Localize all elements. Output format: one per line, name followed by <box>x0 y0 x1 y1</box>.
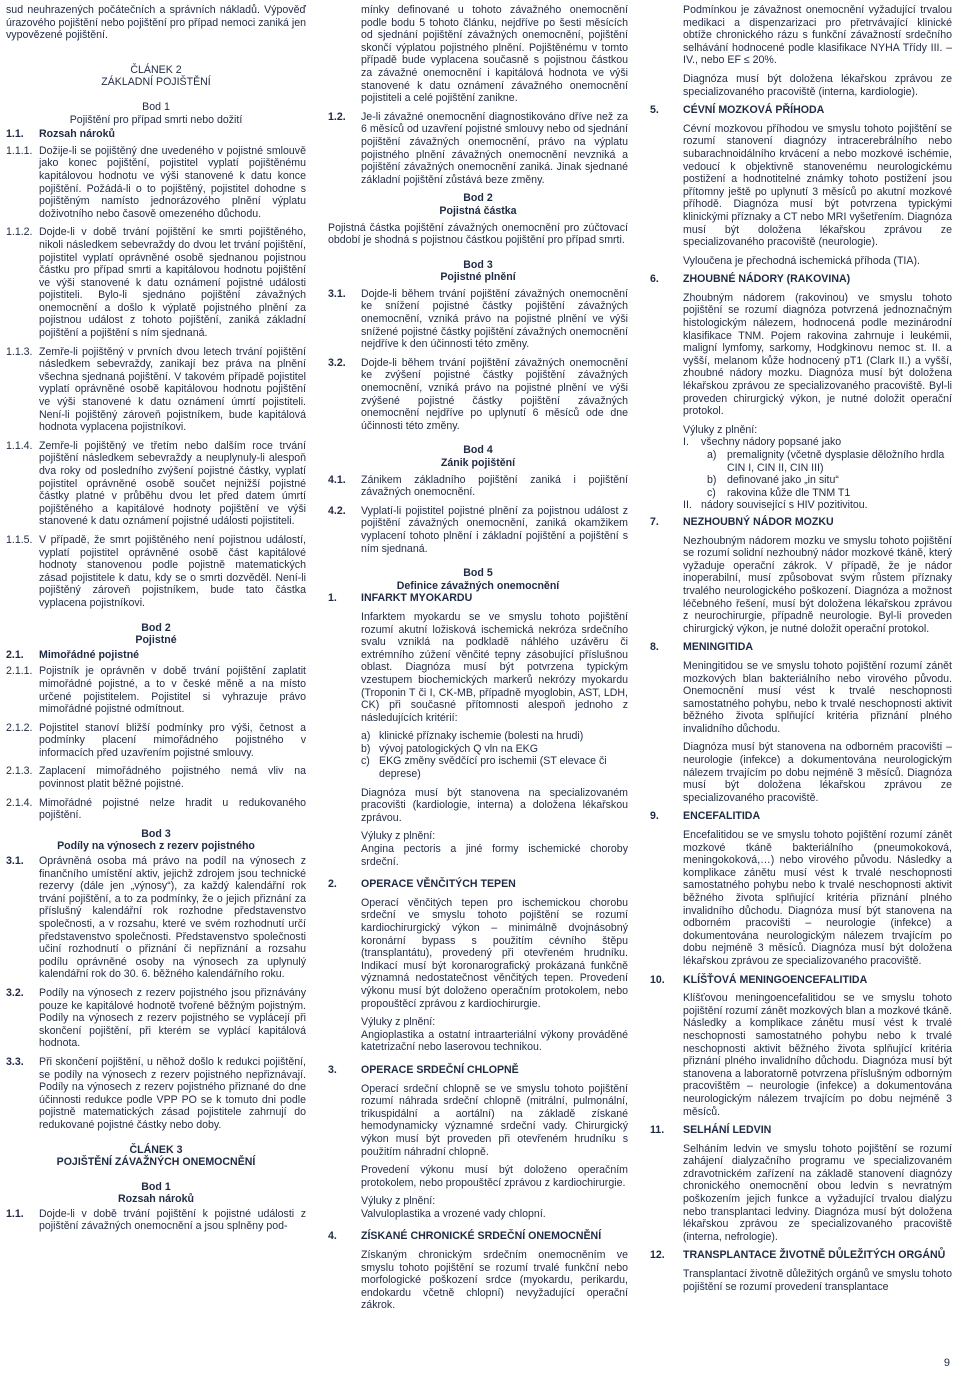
clause-text: Pojistník je oprávněn v době trvání pojištění zaplatit mimořádné pojistné, a to v české měně a na místo určené pojistitelem. Pojistitel si vyhrazuje právo mimořádné pojistné odmítnout. <box>39 665 306 716</box>
disease-7-heading <box>650 516 952 529</box>
disease-10-body <box>650 992 952 1118</box>
clause-text: Zánikem základního pojištění zaniká i pojištění závažných onemocnění. <box>361 473 628 499</box>
exclusions-text: Angina pectoris a jiné formy ischemické choroby srdeční. <box>361 843 628 868</box>
disease-4-heading <box>328 1230 628 1243</box>
disease-number: 8. <box>650 641 659 654</box>
disease-number: 12. <box>650 1249 665 1262</box>
disease-title: MENINGITIDA <box>683 641 754 654</box>
disease-7-body <box>650 535 952 636</box>
clause-text: Dojde-li v době trvání pojištění ke smrti pojištěného, nikoli následkem sebevraždy do dvou let trvání pojištění, pojistitel vyplatí oprávněné osobě sjednanou pojistnou částku pro případ smrti a kapitálovou hodnotu pojištění ve výši stanovené k datu oznámení pojistné události pojistiteli. Bylo-li sjednáno pojištění závažných onemocnění a došlo k výplatě pojistného plnění za pojistnou událost z tohoto pojištění, zaniká základní pojištění a pojištění s ním sjednaná. <box>39 226 306 340</box>
disease-text-2: Diagnóza musí být doložena lékařskou zprávou ze specializovaného pracoviště (interna, kardiologie). <box>683 72 952 98</box>
disease-text: Nezhoubným nádorem mozku ve smyslu tohoto pojištění se rozumí solidní nezhoubný nádor mozkové tkáně, který vyžaduje operační zákrok. V případě, že je nádor inoperabilní, musí způsobovat svým růstem příznaky trvalého neurologického poškození. Diagnóza a možnost léčebného řešení, musí být doložena lékařskou zprávou z neurochirurgie, případně neurologie. Byl-li proveden chirurgický výkon, je nutné doložit operační protokol. <box>683 534 952 635</box>
clause-1-2 <box>328 111 628 187</box>
disease-title: OPERACE VĚNČITÝCH TEPEN <box>361 878 516 891</box>
disease-text: Operací věnčitých tepen pro ischemickou chorobu srdeční ve smyslu tohoto pojištění se rozumí kardiochirurgický výkon – minimálně dvojnásobný koronární bypass s použitím cévního štěpu (transplantátu), provedený při otevřeném hrudníku. Indikací musí být koronarografický prokázaná funkčně významná nedostatečnost věnčitých tepen. Provedení výkonu musí být doloženo operačním protokolem, nebo propouštěcí zprávou z kardiochirurgie. <box>361 896 628 1010</box>
exclusion-i-c <box>683 487 952 500</box>
disease-number: 1. <box>328 592 337 605</box>
disease-text: Selháním ledvin ve smyslu tohoto pojištění se rozumí zahájení dialyzačního programu ve specializovaném zdravotnickém zařízení na základě stanovení diagnózy chronického onemocnění obou ledvin s nevratným poškozením jejich funkce a vyžadující trvalou dialýzu nebo transplantaci ledviny. Diagnóza musí být doložena lékařskou zprávou ze specializovaného pracoviště (interna, nefrologie). <box>683 1142 952 1243</box>
disease-title: NEZHOUBNÝ NÁDOR MOZKU <box>683 515 834 528</box>
clause-3-1 <box>6 855 306 981</box>
exclusion-marker: II. <box>683 499 692 512</box>
clause-4-2 <box>328 505 628 555</box>
clause-text: Zemře-li pojištěný v prvních dvou letech trvání pojištění následkem sebevraždy, zanikají bez práva na plnění všechna sjednaná pojištění. V takovém případě pojistitel vyplatí oprávněné osobě kapitálovou hodnotu pojištění ve výši stanovené k datu oznámení úmrtí pojistiteli. Není-li pojištěný zároveň pojistníkem, bude kapitálová hodnota vyplacena pojistníkovi. <box>39 345 306 434</box>
bod-3-subtitle: Pojistné plnění <box>440 271 516 284</box>
clause-number: 1.1.5. <box>6 533 33 546</box>
bod-3-title: Bod 3 <box>463 258 493 271</box>
clause-text: Vyplatí-li pojistitel pojistné plnění za pojistnou událost z pojištění závažných onemocnění, zaniká okamžikem vyplacení tohoto plnění i základní pojištění a pojištění s ním sjednaná. <box>361 504 628 555</box>
exclusion-i <box>683 436 952 449</box>
disease-5-heading <box>650 104 952 117</box>
criterion-text: EKG změny svědčící pro ischemii (ST elevace či deprese) <box>379 755 607 781</box>
criterion-a <box>361 730 628 743</box>
disease-number: 11. <box>650 1124 665 1137</box>
exclusions-label: Výluky z plnění: <box>683 423 758 436</box>
clause-1-1-3 <box>6 346 306 434</box>
exclusions-label: Výluky z plnění: <box>361 830 436 843</box>
disease-1-heading <box>328 592 628 605</box>
disease-11-body <box>650 1143 952 1244</box>
clause-text: Zaplacení mimořádného pojistného nemá vliv na povinnost platit běžné pojistné. <box>39 765 306 791</box>
exclusions-text: Vyloučena je přechodná ischemická příhoda (TIA). <box>683 254 920 267</box>
clause-number: 3.1. <box>328 287 346 300</box>
disease-number: 5. <box>650 104 659 117</box>
clause-number: 3.3. <box>6 1055 24 1068</box>
exclusion-text: premalignity (včetně dysplasie děložního hrdla CIN I, CIN II, CIN III) <box>727 449 945 474</box>
exclusion-i-b <box>683 474 952 487</box>
clause-text: Dojde-li v době trvání pojištění k pojistné události z pojištění závažných onemocnění a jsou splněny pod- <box>39 1207 306 1233</box>
clause-number: 1.1. <box>6 1207 24 1220</box>
continuation-text: mínky definované u tohoto závažného onemocnění podle bodu 5 tohoto článku, nejdříve po šesti měsících od sjednání pojištění závažných onemocnění, pojištění skončí výplatou pojistného plnění. Pojištěnému v tomto případě bude vyplacena současně s pojistnou částkou za závažné onemocnění i kapitálová hodnota ve výši stanovené k datu oznámení závažného onemocnění pojistiteli a celé pojištění zanikne. <box>361 4 628 105</box>
disease-number: 6. <box>650 273 659 286</box>
disease-6-body <box>650 292 952 512</box>
disease-number: 3. <box>328 1063 337 1076</box>
clause-number: 1.2. <box>328 110 346 123</box>
clause-text: Dojde-li během trvání pojištění závažných onemocnění ke zvýšení pojistné částky pojištění závažných onemocnění, vzniká právo na pojistné plnění ve výši zvýšené pojistné částky pojištění závažných onemocnění nejdříve po uplynutí 6 měsíců ode dne účinnosti této změny. <box>361 356 628 432</box>
clause-number: 1.1.1. <box>6 144 33 157</box>
article-3-title: ČLÁNEK 3 <box>129 1143 183 1156</box>
article-3-bod-1-title: Bod 1 <box>141 1180 171 1193</box>
clause-text: Při skončení pojištění, u něhož došlo k redukci pojištění, se podíly na výnosech z rezerv pojistného nepřiznávají. Podíly na výnosech z rezerv pojistného přiznané do dne účinnosti redukce podle VPP PO se k tomuto dni podle pojistně matematických zásad pojistitele zahrnují do redukované pojistné částky nebo doby. <box>39 1055 306 1131</box>
clause-1-1-2 <box>6 226 306 339</box>
disease-diagnosis: Diagnóza musí být stanovena na specializovaném pracovišti (kardiologie, interna) a doložena lékařskou zprávou. <box>361 786 628 824</box>
disease-9-body <box>650 829 952 968</box>
exclusion-marker: c) <box>707 486 716 499</box>
disease-number: 7. <box>650 515 659 528</box>
clause-number: 3.1. <box>6 855 24 868</box>
clause-text: Zemře-li pojištěný ve třetím nebo dalším roce trvání pojištění následkem sebevraždy a neuplynuly-li alespoň dva roky od posledního zvýšení pojistné částky, vyplatí pojistitel oprávněné osobě součet nejnižší pojistné částky platné v průběhu dvou let před datem úmrtí pojištěného a kapitálové hodnoty pojištění ve výši stanovené k datu oznámení pojistné události pojistiteli. <box>39 439 306 528</box>
clause-2-1-4 <box>6 797 306 822</box>
column-2 <box>328 4 628 1318</box>
disease-text: Klíšťovou meningoencefalitidou se ve smyslu tohoto pojištění rozumí zánět mozkových blan a mozkové tkáně. Následky a komplikace zánětu musí vést k trvalé neschopnosti samostatného pohybu nebo k trvalé neschopnosti aktivit běžného života splňující kritéria přiznání plného invalidního důchodu. Diagnóza musí být stanovena a laboratorně potvrzena příslušným odborným pracovištěm – neurologie (infekce) a dokumentována neurologickým nálezem trvajícím po dobu nejméně 3 měsíců. <box>683 992 952 1118</box>
bod-2-text: Pojistná částka pojištění závažných onemocnění pro zúčtovací období je shodná s pojistnou částkou pojištění pro případ smrti. <box>328 221 628 247</box>
disease-9-heading <box>650 810 952 823</box>
bod-2-subtitle: Pojistná částka <box>439 204 517 217</box>
clause-number: 3.2. <box>6 986 24 999</box>
criterion-marker: b) <box>361 742 371 755</box>
section-1-1 <box>6 128 306 141</box>
exclusions-label: Výluky z plnění: <box>361 1195 436 1208</box>
disease-2-body <box>328 897 628 1054</box>
clause-2-1-3 <box>6 765 306 790</box>
page-number: 9 <box>943 1357 950 1370</box>
exclusions-text: Valvuloplastika a vrozené vady chlopní. <box>361 1207 546 1220</box>
clause-2-1-1 <box>6 665 306 715</box>
bod-4-title: Bod 4 <box>463 444 493 457</box>
disease-text: Operací srdeční chlopně se ve smyslu tohoto pojištění rozumí náhrada srdeční chlopně (mitrální, pulmonální, trikuspidální a aortální) na základě získané hemodynamicky významné srdeční vady. Chirurgický výkon musí být proveden při otevřeném hrudníku s použitím náhradní chlopně. <box>361 1082 628 1158</box>
clause-3-1 <box>328 288 628 351</box>
disease-text-2: Provedení výkonu musí být doloženo operačním protokolem, nebo propouštěcí zprávou z kardiochirurgie. <box>361 1164 628 1189</box>
disease-number: 10. <box>650 973 665 986</box>
exclusion-text: nádory související s HIV pozitivitou. <box>701 499 868 512</box>
clause-text: Mimořádné pojistné nelze hradit u redukovaného pojištění. <box>39 796 306 822</box>
article-2-subtitle: ZÁKLADNÍ POJIŠTĚNÍ <box>101 76 211 89</box>
disease-title: ZHOUBNÉ NÁDORY (RAKOVINA) <box>683 273 851 286</box>
bod-1-title: Bod 1 <box>142 100 170 113</box>
clause-text: Podíly na výnosech z rezerv pojistného jsou přiznávány pouze ke kapitálové hodnotě tvořené běžným pojistným. Podíly na výnosech z rezerv pojistného se vyplácejí při skončení pojištění, při kterém se vyplácí kapitálová hodnota. <box>39 986 306 1050</box>
exclusions-label: Výluky z plnění: <box>361 1016 436 1029</box>
article-2-title: ČLÁNEK 2 <box>130 63 182 76</box>
column-3 <box>650 4 952 1299</box>
disease-2-heading <box>328 878 628 891</box>
disease-title: ZÍSKANÉ CHRONICKÉ SRDEČNÍ ONEMOCNĚNÍ <box>361 1230 602 1243</box>
disease-title: KLÍŠŤOVÁ MENINGOENCEFALITIDA <box>683 973 868 986</box>
clause-text: Pojistitel stanoví bližší podmínky pro výši, četnost a podmínky placení mimořádného pojistného v informacích před uzavřením pojistné smlouvy. <box>39 721 306 759</box>
clause-1-1-1 <box>6 145 306 221</box>
bod-4-subtitle: Zánik pojištění <box>440 457 516 469</box>
clause-text: Dojde-li během trvání pojištění závažných onemocnění ke snížení pojistné částky pojištění závažných onemocnění, vzniká právo na pojistné plnění ve výši snížené pojistné částky pojištění závažných onemocnění nejdříve k den účinnosti této změny. <box>361 287 628 351</box>
disease-3-body <box>328 1083 628 1221</box>
disease-text: Podmínkou je závažnost onemocnění vyžadující trvalou medikaci a dispenzarizaci pro přetrvávající klinické obtíže chronického rázu s funkční závažností srdečního selhávání hodnocené podle klasifikace NYHA Třídy III. – IV., nebo EF ≤ 20%. <box>683 4 952 67</box>
disease-title: INFARKT MYOKARDU <box>361 592 473 605</box>
disease-3-heading <box>328 1064 628 1077</box>
disease-title: CÉVNÍ MOZKOVÁ PŘÍHODA <box>683 104 825 117</box>
exclusion-i-a <box>683 449 952 474</box>
clause-text: V případě, že smrt pojištěného není pojistnou událostí, vyplatí pojistitel oprávněné osobě část kapitálové hodnoty stanovenou podle pojistně matematických zásad pojistitele k datu, kdy se o smrti dozvěděl. Není-li pojištěný zároveň pojistníkem, bude tato částka vyplacena pojistníkovi. <box>39 533 306 609</box>
disease-text: Cévní mozkovou příhodou ve smyslu tohoto pojištění se rozumí stanovení diagnózy intracerebrálního nebo subarachnoidálního krvácení a nebo mozkové ischémie, vedoucí k objektivně stanovenému neurologickému postižení a hodnotitelné známky tohoto postižení jsou přítomny ještě po uplynutí 3 měsíců po akutní mozkové příhodě. Diagnóza musí být potvrzena typickými klinickými příznaky a CT nebo MRI vyšetřením. Diagnóza musí být doložena lékařskou zprávou ze specializovaného pracoviště (neurologie). <box>683 122 952 249</box>
bod-2-title: Bod 2 <box>463 192 493 205</box>
exclusion-text: všechny nádory popsané jako <box>701 436 842 449</box>
clause-1-1-4 <box>6 440 306 528</box>
bod-2-title: Bod 2 <box>141 621 171 634</box>
clause-3-3 <box>6 1056 306 1132</box>
exclusion-marker: b) <box>707 474 717 487</box>
disease-title: OPERACE SRDEČNÍ CHLOPNĚ <box>361 1063 519 1076</box>
disease-4-body <box>328 1249 628 1312</box>
disease-4-continuation <box>650 4 952 98</box>
section-number: 2.1. <box>6 648 24 661</box>
disease-12-body <box>650 1268 952 1293</box>
section-title: Mimořádné pojistné <box>39 648 140 661</box>
bod-3-subtitle: Podíly na výnosech z rezerv pojistného <box>57 840 255 853</box>
bod-5-subtitle: Definice závažných onemocnění <box>396 579 560 592</box>
clause-number: 1.1.3. <box>6 345 33 358</box>
clause-4-1 <box>328 474 628 499</box>
disease-title: ENCEFALITIDA <box>683 810 761 823</box>
criterion-text: vývoj patologických Q vln na EKG <box>379 742 538 755</box>
disease-text: Infarktem myokardu se ve smyslu tohoto pojištění rozumí akutní ložisková ischemická nekróza srdečního svalu vzniklá na podkladě náhlého uzávěru či extrémního zúžení věnčité tepny zásobující příslušnou oblast. Diagnóza musí být potvrzena typickým vzestupem biochemických markerů nekrózy myokardu (Troponin T či I, CK-MB, případně myoglobin, AST, LDH, CK) při současné přítomnosti alespoň jednoho z následujících kritérií: <box>361 610 628 724</box>
clause-2-1-2 <box>6 722 306 760</box>
clause-number: 2.1.1. <box>6 665 33 678</box>
exclusion-marker: a) <box>707 449 717 461</box>
clause-3-2 <box>328 357 628 433</box>
disease-text: Encefalitidou se ve smyslu tohoto pojištění rozumí zánět mozkové tkáně bakteriálního (pneumokoková, meningokoková,…) nebo virového původu. Následky a komplikace zánětu musí vést k trvalé neschopnosti samostatného pohybu nebo k trvalé neschopnosti aktivit běžného života splňující kritéria přiznání plného invalidního důchodu. Diagnóza musí být stanovena na odborném pracovišti – neurologie (infekce) a dokumentována neurologickým nálezem trvajícím po dobu nejméně 3 měsíců. Diagnóza musí být doložena lékařskou zprávou ze specializovaného pracoviště. <box>683 829 952 967</box>
clause-number: 1.1.2. <box>6 226 33 239</box>
clause-number: 3.2. <box>328 356 346 369</box>
clause-text: Je-li závažné onemocnění diagnostikováno dříve než za 6 měsíců od uzavření pojistné smlouvy nebo od sjednání pojištění závažných onemocnění, právo na výplatu pojistného plnění závažných onemocnění nevzniká a pojištění závažných onemocnění zaniká. Jinak sjednané základní pojištění zůstává beze změny. <box>361 110 628 186</box>
criterion-b <box>361 743 628 756</box>
disease-text-2: Diagnóza musí být stanovena na odborném pracovišti – neurologie (infekce) a dokumentována neurologickým nálezem trvajícím po dobu nejméně 3 měsíců. Diagnóza musí být doložena lékařskou zprávou ze specializovaného pracoviště. <box>683 741 952 804</box>
disease-title: SELHÁNÍ LEDVIN <box>683 1124 772 1137</box>
clause-a3-1-1 <box>6 1208 306 1233</box>
disease-12-heading <box>650 1249 952 1262</box>
disease-number: 4. <box>328 1230 337 1243</box>
disease-text: Transplantací životně důležitých orgánů ve smyslu tohoto pojištění se rozumí provedení transplantace <box>683 1268 952 1293</box>
exclusions-text: Angioplastika a ostatní intraarteriální výkony prováděné katetrizační nebo laserovou technikou. <box>361 1028 628 1054</box>
intro-paragraph: sud neuhrazených počátečních a správních nákladů. Výpověď úrazového pojištění nebo pojištění pro případ nemoci zaniká jen vypovězené pojištění. <box>6 4 306 42</box>
exclusion-marker: I. <box>683 436 689 449</box>
clause-number: 4.2. <box>328 504 346 517</box>
disease-text: Meningitidou se ve smyslu tohoto pojištění rozumí zánět mozkových blan bakteriálního nebo virového původu. Onemocnění musí vést k trvalé neschopnosti samostatného pohybu, nebo k trvalé neschopnosti aktivit běžného života splňující kritéria přiznání plného invalidního důchodu. <box>683 659 952 735</box>
clause-number: 2.1.2. <box>6 721 33 734</box>
exclusion-ii <box>683 499 952 512</box>
bod-3-title: Bod 3 <box>141 827 171 840</box>
criterion-marker: c) <box>361 755 370 768</box>
section-2-1 <box>6 649 306 662</box>
bod-1-subtitle: Pojištění pro případ smrti nebo dožití <box>69 113 243 126</box>
disease-11-heading <box>650 1124 952 1137</box>
disease-number: 2. <box>328 878 337 891</box>
criterion-text: klinické příznaky ischemie (bolesti na hrudi) <box>379 730 584 743</box>
criterion-c <box>361 755 628 780</box>
exclusion-text: definované jako „in situ“ <box>727 474 839 487</box>
clause-text: Dožije-li se pojištěný dne uvedeného v pojistné smlouvě jako konec pojištění, pojistitel vyplatí pojištěnému kapitálovou hodnotu ve výši stanovené k datu konce pojištění. Požádá-li o to pojištěný, pojistitel dohodne s pojištěným namísto jednorázového plnění výplatu doživotního nebo časově omezeného důchodu. <box>39 144 306 220</box>
clause-1-1-5 <box>6 534 306 610</box>
disease-8-heading <box>650 641 952 654</box>
clause-number: 1.1.4. <box>6 439 33 452</box>
section-title: Rozsah nároků <box>39 128 115 141</box>
disease-title: TRANSPLANTACE ŽIVOTNĚ DŮLEŽITÝCH ORGÁNŮ <box>683 1249 946 1262</box>
section-number: 1.1. <box>6 128 24 141</box>
bod-5-title: Bod 5 <box>463 567 493 580</box>
article-3-bod-1-subtitle: Rozsah nároků <box>118 1193 194 1206</box>
disease-10-heading <box>650 974 952 987</box>
disease-1-body <box>328 611 628 868</box>
clause-text: Oprávněná osoba má právo na podíl na výnosech z finančního umístění aktiv, jejichž zdrojem jsou technické rezervy (dále jen „výnosy“), za každý kalendářní rok trvání pojištění, a to za podmínky, že o jejich přiznání za příslušný kalendářní rok rozhodne představenstvo společnosti, a v rozsahu, které ve svém rozhodnutí určí představenstvo společnosti. Představenstvo společnosti učiní rozhodnutí o přiznání či nepřiznání a rozsahu podílu oprávněné osoby na výnosech za uplynulý kalendářní rok do 30. 6. běžného kalendářního roku. <box>39 855 306 981</box>
clause-number: 2.1.4. <box>6 796 33 809</box>
disease-number: 9. <box>650 810 659 823</box>
disease-text: Zhoubným nádorem (rakovinou) ve smyslu tohoto pojištění se rozumí diagnóza potvrzená jednoznačným histologickým nálezem, hodnocená podle mezinárodní klasifikace TNM. Pojem rakovina zahrnuje i leukémii, maligní lymfomy, sarkomy, Hodgkinovu nemoc st. II. a vyšší, melanom kůže hodnocený pT1 (Clark II.) a vyšší, zhoubné nádory mozku. Diagnóza musí být doložena lékařskou zprávou ze specializovaného pracoviště. Byl-li proveden chirurgický výkon, je nutné doložit operační protokol. <box>683 291 952 418</box>
clause-number: 4.1. <box>328 473 346 486</box>
disease-text: Získaným chronickým srdečním onemocněním ve smyslu tohoto pojištění se rozumí trvalé funkční nebo morfologické poškození srdce (myokardu, perikardu, endokardu včetně chlopní) nevyžadující operační zákrok. <box>361 1249 628 1312</box>
disease-5-body <box>650 123 952 268</box>
bod-2-subtitle: Pojistné <box>135 634 177 647</box>
continuation-paragraph <box>328 4 628 105</box>
clause-3-2 <box>6 987 306 1050</box>
article-3-subtitle: POJIŠTĚNÍ ZÁVAŽNÝCH ONEMOCNĚNÍ <box>56 1156 256 1169</box>
exclusion-text: rakovina kůže dle TNM T1 <box>727 486 851 499</box>
disease-8-body <box>650 660 952 805</box>
column-1 <box>6 4 306 1239</box>
clause-number: 2.1.3. <box>6 765 33 778</box>
disease-6-heading <box>650 273 952 286</box>
criterion-marker: a) <box>361 730 371 743</box>
